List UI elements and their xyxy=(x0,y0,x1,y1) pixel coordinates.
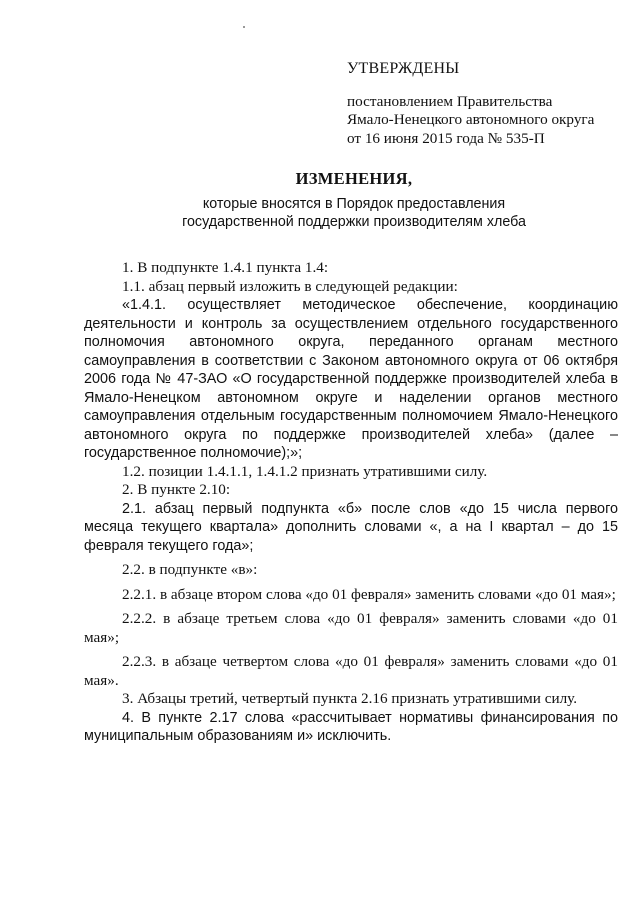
paragraph: 1.1. абзац первый изложить в следующей редакции: xyxy=(122,277,458,295)
approval-line: Ямало-Ненецкого автономного округа xyxy=(347,111,595,128)
paragraph: 3. Абзацы третий, четвертый пункта 2.16 признать утратившими силу. xyxy=(122,690,578,707)
paragraph: 2. В пункте 2.10: xyxy=(122,481,231,498)
paragraph: 2.2.1. в абзаце втором слова «до 01 февраля» заменить словами «до 01 мая»; xyxy=(122,585,616,603)
approval-heading: УТВЕРЖДЕНЫ xyxy=(347,60,460,77)
approval-stamp xyxy=(347,60,617,148)
paragraph: 4. В пункте 2.17 слова «рассчитывает нормативы финансирования по муниципальным образованиям и» исключить. xyxy=(84,709,618,744)
title-subtitle: государственной поддержки производителям хлеба xyxy=(182,213,526,230)
paragraph: 2.2.3. в абзаце четвертом слова «до 01 февраля» заменить словами «до 01 мая». xyxy=(84,653,618,689)
title-subtitle: которые вносятся в Порядок предоставления xyxy=(202,195,506,212)
paragraph: 2.2. в подпункте «в»: xyxy=(122,561,258,578)
scan-speck xyxy=(243,26,245,28)
paragraph: 2.2.2. в абзаце третьем слова «до 01 февраля» заменить словами «до 01 мая»; xyxy=(84,610,618,646)
paragraph: 2.1. абзац первый подпункта «б» после слов «до 15 числа первого месяца текущего квартала» дополнить словами «, а на I квартал – до 15 февраля текущего года»; xyxy=(84,500,618,554)
document-body xyxy=(84,259,618,746)
document-title xyxy=(84,170,624,231)
approval-line: от 16 июня 2015 года № 535-П xyxy=(347,129,545,147)
paragraph: «1.4.1. осуществляет методическое обеспечение, координацию деятельности и контроль за осуществлением отдельного государственного полномочия автономного округа, переданного органам местного самоуправления в соответствии с Законом автономного округа от 06 октября 2006 года № 47-ЗАО «О государственной поддержке производителей хлеба в Ямало-Ненецком автономном округе и наделении органов местного самоуправления отдельным государственным полномочием Ямало-Ненецкого автономного округа по поддержке производителей хлеба» (далее – государственное полномочие);»; xyxy=(84,297,618,461)
paragraph: 1.2. позиции 1.4.1.1, 1.4.1.2 признать утратившими силу. xyxy=(122,462,488,480)
title-main: ИЗМЕНЕНИЯ, xyxy=(295,169,413,188)
paragraph: 1. В подпункте 1.4.1 пункта 1.4: xyxy=(122,259,329,276)
approval-line: постановлением Правительства xyxy=(347,92,553,110)
